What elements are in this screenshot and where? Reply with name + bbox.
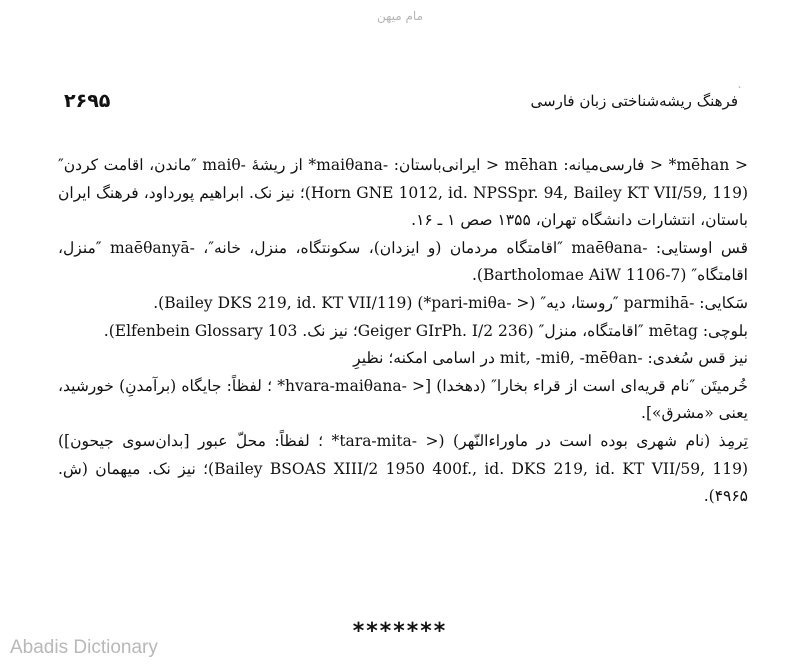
watermark: Abadis Dictionary (10, 637, 158, 658)
entry-paragraph-avestan: قس اوستایی: -maēθana ″اقامتگاه مردمان (و ایزدان)، سکونتگاه، منزل، خانه″، -maēθanyā ″منزل، اقامتگاه″ (Bartholomae AiW 1106-7). (58, 238, 749, 285)
site-title: مام میهن (376, 9, 424, 23)
running-title: فرهنگ ریشه‌شناختی زبان فارسی (530, 92, 738, 110)
entry-paragraph-saka: سَکایی: -parmihā ″روستا، دیه″ (< -pari-miθa*) (Bailey DKS 219, id. KT VII/119). (153, 293, 748, 312)
section-separator: ******* (352, 619, 448, 644)
entry-body (58, 152, 748, 511)
margin-mark: ˎ (738, 79, 741, 89)
page-number: ۲۶۹۵ (64, 90, 111, 112)
entry-paragraph-termez: تِرمِذ (نام شهری بوده است در ماوراءالنّهر) (< -tara-mita* ؛ لفظاً: محلّ عبور [بدان‌سوی جیحون]) (Bailey BSOAS XIII/2 1950 400f., id. DKS 219, id. KT VII/59, 119)؛ نیز نک. میهمان (ش. ۴۹۶۵). (58, 431, 748, 506)
entry-paragraph-khurmitan: خُرمیتَن ″نام قریه‌ای است از قراء بخارا″ (دهخدا) [< -hvara-maiθana* ؛ لفظاً: جایگاه (برآمدنِ) خورشید، یعنی «مشرق»]. (58, 376, 748, 423)
entry-paragraph-etymology: < mēhan* < فارسی‌میانه: mēhan < ایرانی‌باستان: -maiθana* از ریشهٔ -maiθ ″ماندن، اقامت کردن″ (Horn GNE 1012, id. NPSSpr. 94, Bailey KT VII/59, 119)؛ نیز نک. ابراهیم پورداود، فرهنگ ایران باستان، انتشارات دانشگاه تهران، ۱۳۵۵ صص ۱ ـ ۱۶. (58, 156, 748, 230)
entry-paragraph-sogdian: نیز قس سُغدی: -mit, -miθ, -mēθan در اسامی امکنه؛ نظیرِ (353, 349, 748, 368)
entry-paragraph-baluchi: بلوچی: mētag ″اقامتگاه، منزل″ (Geiger GIrPh. I/2 236؛ نیز نک. Elfenbein Glossary 103). (103, 321, 748, 340)
